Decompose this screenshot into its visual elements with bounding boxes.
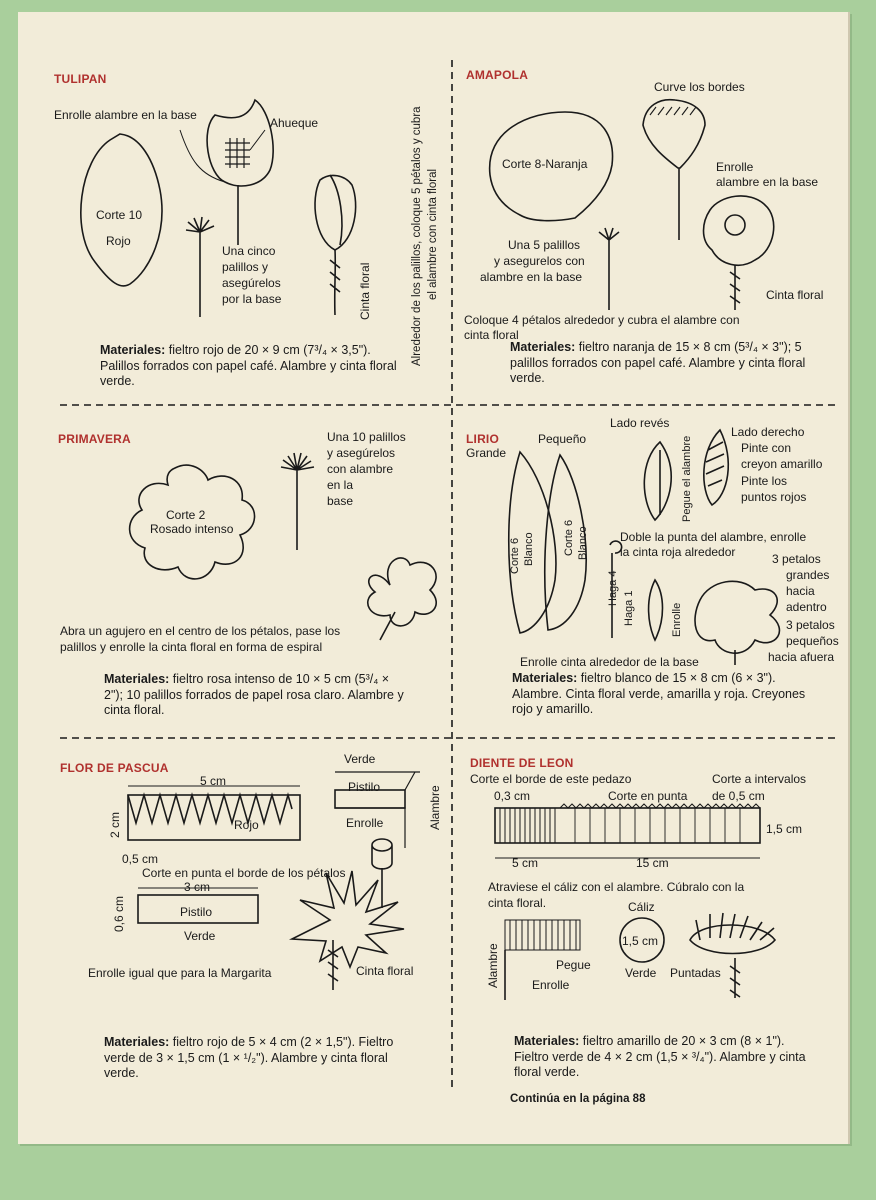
diente-label-corte-punta: Corte en punta [608, 789, 688, 803]
diente-label-5cm: 5 cm [512, 856, 539, 870]
diente-materials: Materiales: fieltro amarillo de 20 × 3 cm (8 × 1"). Fieltro verde de 4 × 2 cm (1,5 × ³/₄"). Alambre y cinta floral verde. [514, 1034, 806, 1079]
section-title-amapola: AMAPOLA [466, 68, 529, 82]
diente-label-atraviese2: cinta floral. [488, 896, 547, 910]
diente-label-pegue: Pegue [556, 958, 591, 972]
continue-note: Continúa en la página 88 [510, 1093, 646, 1105]
lirio-label-doble2: la cinta roja alrededor [620, 545, 736, 559]
primrose-stamens [281, 453, 314, 550]
pascua-label-3cm: 3 cm [184, 880, 211, 894]
section-title-lirio: LIRIO [466, 432, 499, 446]
lirio-label-grande: Grande [466, 446, 507, 460]
diente-label-caliz: Cáliz [628, 900, 655, 914]
lily-petal-front [704, 430, 728, 505]
amapola-label-coloque: Coloque 4 pétalos alrededor y cubra el alambre con [464, 313, 740, 327]
lirio-label-haga1: Haga 1 [623, 590, 635, 626]
pascua-label-05cm: 0,5 cm [122, 852, 159, 866]
pascua-label-rojo: Rojo [234, 818, 259, 832]
lirio-label-p3p1: 3 petalos [786, 618, 835, 632]
amapola-label-enrolle1: Enrolle [716, 160, 754, 174]
diente-label-enrolle: Enrolle [532, 978, 570, 992]
lily-flower [695, 581, 779, 653]
pascua-label-corte-punta: Corte en punta el borde de los pétalos [142, 866, 346, 880]
lirio-label-doble1: Doble la punta del alambre, enrolle [620, 530, 807, 544]
pascua-label-cinta: Cinta floral [356, 964, 414, 978]
diente-label-verde: Verde [625, 966, 657, 980]
diente-label-corte-borde: Corte el borde de este pedazo [470, 772, 632, 786]
dandelion-flower [690, 913, 775, 954]
lirio-label-p3g3: hacia [786, 584, 815, 598]
primrose-flower [368, 558, 436, 626]
tulipan-label-palillos: palillos y [222, 260, 269, 274]
diente-label-puntadas: Puntadas [670, 966, 721, 980]
pascua-materials: Materiales: fieltro rojo de 5 × 4 cm (2 × 1,5"). Fieltro verde de 3 × 1,5 cm (1 × ¹/₂"). Alambre y cinta floral verde. [104, 1035, 394, 1080]
lirio-label-blanco-b: Blanco [577, 526, 589, 560]
lirio-label-blanco-a: Blanco [523, 532, 535, 566]
amapola-label-corte: Corte 8-Naranja [502, 157, 588, 171]
pascua-label-5cm: 5 cm [200, 774, 227, 788]
primavera-label-corte: Corte 2 [166, 508, 206, 522]
lirio-label-pinte1: Pinte con [741, 441, 792, 455]
amapola-label-una3: alambre en la base [480, 270, 583, 284]
section-title-primavera: PRIMAVERA [58, 432, 131, 446]
lirio-label-corte6a: Corte 6 [509, 537, 521, 574]
lirio-label-lado-derecho: Lado derecho [731, 425, 805, 439]
pascua-label-verde2: Verde [184, 929, 216, 943]
diente-label-corte-intervalos: Corte a intervalos [712, 772, 807, 786]
lirio-label-pequeno: Pequeño [538, 432, 587, 446]
lirio-label-p3p2: pequeños [786, 634, 839, 648]
pascua-label-2cm: 2 cm [108, 811, 122, 838]
tulipan-label-una: Una cinco [222, 244, 276, 258]
tulipan-label-cinta: Cinta floral [358, 262, 372, 320]
diente-label-atraviese: Atraviese el cáliz con el alambre. Cúbralo con la [488, 880, 745, 894]
lily-stamen [649, 580, 663, 640]
section-title-pascua: FLOR DE PASCUA [60, 761, 169, 775]
primavera-instructions: Abra un agujero en el centro de los pétalos, pase los palillos y enrolle la cinta floral en forma de espiral [60, 624, 341, 654]
pascua-pistil [372, 839, 392, 908]
tulipan-side-note-2: el alambre con cinta floral [427, 168, 439, 300]
primavera-label-una4: en la [327, 478, 354, 492]
diente-label-15cm: 1,5 cm [766, 822, 803, 836]
amapola-label-una1: Una 5 palillos [508, 238, 581, 252]
primavera-label-una5: base [327, 494, 354, 508]
tulipan-label-enrolle: Enrolle alambre en la base [54, 108, 197, 122]
pascua-label-enrolle-igual: Enrolle igual que para la Margarita [88, 966, 272, 980]
amapola-label-cinta: Cinta floral [766, 288, 824, 302]
pascua-label-06cm: 0,6 cm [112, 895, 126, 932]
tulip-flower [315, 175, 356, 250]
primavera-label-una2: y asegúrelos [327, 446, 396, 460]
primavera-label-una1: Una 10 palillos [327, 430, 406, 444]
poppy-cupped-petal [643, 100, 705, 168]
diente-label-05cm: de 0,5 cm [712, 789, 765, 803]
amapola-label-coloque2: cinta floral [464, 328, 519, 342]
pascua-label-enrolle: Enrolle [346, 816, 384, 830]
diente-label-15cm-b: 15 cm [636, 856, 669, 870]
amapola-label-una2: y asegurelos con [494, 254, 585, 268]
lirio-label-p3g4: adentro [786, 600, 827, 614]
tulip-stamens [186, 217, 214, 317]
lirio-label-enrolle: Enrolle [671, 602, 683, 637]
amapola-label-enrolle2: alambre en la base [716, 175, 819, 189]
primavera-materials: Materiales: fieltro rosa intenso de 10 × 5 cm (5³/₄ × 2"); 10 palillos forrados de papel rosa claro. Alambre y cinta floral. [104, 672, 404, 717]
lirio-label-enrolle-cinta: Enrolle cinta alrededor de la base [520, 655, 699, 669]
amapola-materials: Materiales: fieltro naranja de 15 × 8 cm (5³/₄ × 3"); 5 palillos forrados con papel café. Alambre y cinta floral verde. [510, 340, 806, 385]
section-title-tulipan: TULIPAN [54, 72, 107, 86]
lily-petal-reverse [644, 442, 671, 520]
lirio-label-p3g2: grandes [786, 568, 830, 582]
pascua-label-pistilo2: Pistilo [180, 905, 213, 919]
lirio-label-p3p3: hacia afuera [768, 650, 835, 664]
poppy-flower [704, 196, 774, 265]
diente-label-03cm: 0,3 cm [494, 789, 531, 803]
section-title-diente: DIENTE DE LEON [470, 756, 574, 770]
pascua-label-pistilo: Pistilo [348, 780, 381, 794]
primavera-label-una3: con alambre [327, 462, 394, 476]
lirio-label-pinte2: creyon amarillo [741, 457, 823, 471]
lirio-label-pegue: Pegue el alambre [681, 435, 693, 522]
tulipan-label-por: por la base [222, 292, 282, 306]
dandelion-rolled [505, 920, 580, 950]
tulipan-label-rojo: Rojo [106, 234, 131, 248]
amapola-label-curve: Curve los bordes [654, 80, 745, 94]
tulipan-label-ahueque: Ahueque [270, 116, 319, 130]
tulipan-label-corte: Corte 10 [96, 208, 143, 222]
lirio-label-haga4: Haga 4 [607, 570, 619, 606]
primavera-label-rosado: Rosado intenso [150, 522, 234, 536]
diente-label-15cm-c: 1,5 cm [622, 934, 659, 948]
lirio-materials: Materiales: fieltro blanco de 15 × 8 cm (6 × 3"). Alambre. Cinta floral verde, amarilla y roja. Creyones rojo y amarillo. [512, 671, 806, 716]
lirio-label-lado-reves: Lado revés [610, 416, 670, 430]
tulipan-materials: Materiales: fieltro rojo de 20 × 9 cm (7³/₄ × 3,5"). Palillos forrados con papel café. Alambre y cinta floral verde. [100, 343, 397, 388]
lirio-label-pinte4: puntos rojos [741, 490, 807, 504]
pascua-label-verde: Verde [344, 752, 376, 766]
pascua-flower [292, 871, 404, 967]
diente-label-alambre: Alambre [486, 943, 500, 988]
tulipan-label-asegurelos: asegúrelos [222, 276, 281, 290]
pascua-label-alambre: Alambre [428, 785, 442, 830]
lirio-label-p3g1: 3 petalos [772, 552, 821, 566]
poppy-stamens [599, 228, 619, 310]
lirio-label-pinte3: Pinte los [741, 474, 788, 488]
tulipan-side-note-1: Alrededor de los palillos, coloque 5 pétalos y cubra [411, 106, 423, 366]
lirio-label-corte6b: Corte 6 [563, 519, 575, 556]
